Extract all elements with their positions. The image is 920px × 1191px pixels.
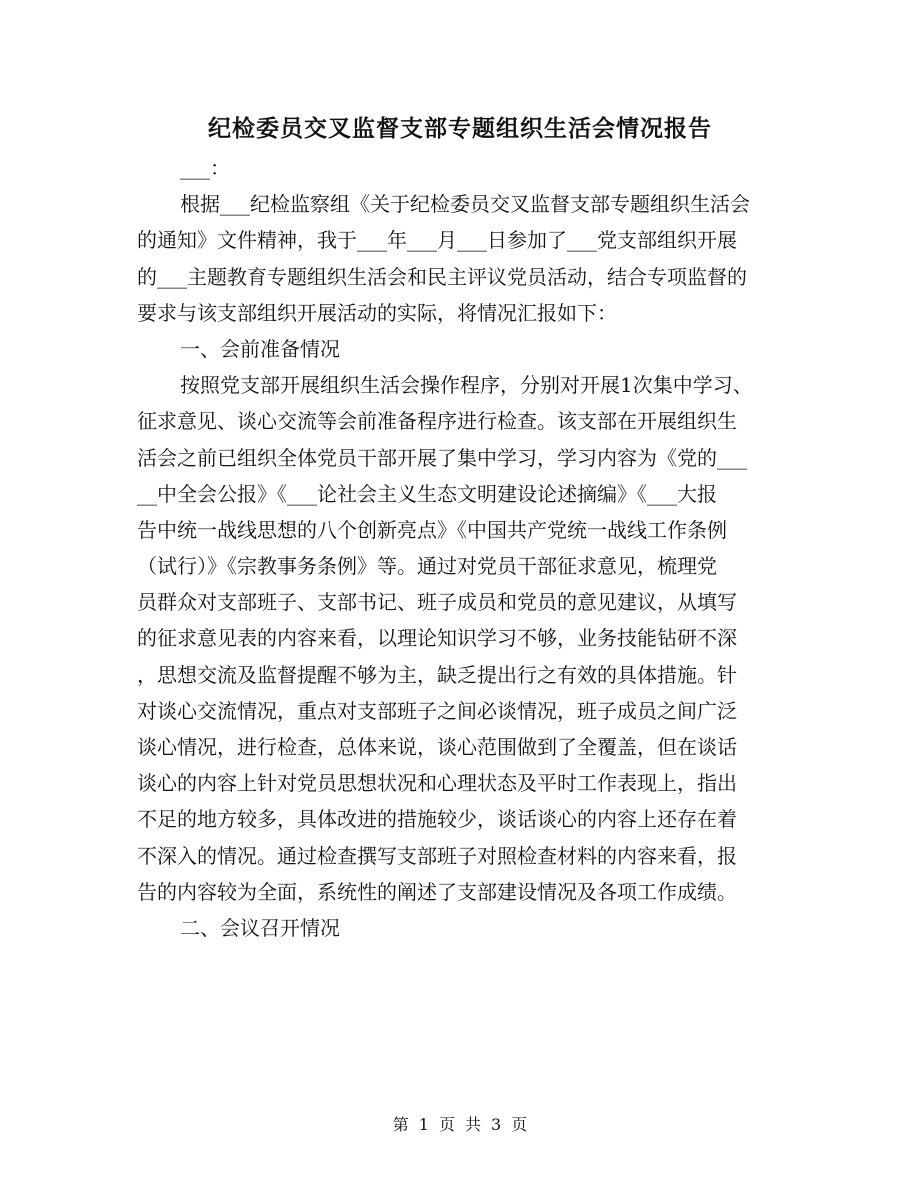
document-title: 纪检委员交叉监督支部专题组织生活会情况报告 bbox=[208, 116, 712, 142]
text-line: 按照党支部开展组织生活会操作程序，分别对开展1次集中学习、 bbox=[180, 373, 753, 398]
footer-current-page: 1 bbox=[418, 1115, 429, 1134]
text-line: 的征求意见表的内容来看，以理论知识学习不够，业务技能钻研不深 bbox=[137, 626, 737, 651]
footer-suffix: 页 bbox=[511, 1115, 528, 1134]
document-body bbox=[137, 150, 783, 946]
page-footer bbox=[0, 1112, 920, 1135]
text-line: 不足的地方较多，具体改进的措施较少，谈话谈心的内容上还存在着 bbox=[137, 807, 737, 832]
text-line: 对谈心交流情况，重点对支部班子之间必谈情况，班子成员之间广泛 bbox=[137, 698, 737, 723]
text-line: __中全会公报》《___论社会主义生态文明建设论述摘编》《___大报 bbox=[137, 481, 717, 506]
footer-total-word: 共 bbox=[465, 1115, 482, 1134]
text-line: 告的内容较为全面，系统性的阐述了支部建设情况及各项工作成绩。 bbox=[137, 879, 737, 904]
text-line: 征求意见、谈心交流等会前准备程序进行检查。该支部在开展组织生 bbox=[137, 409, 737, 434]
text-line: 一、会前准备情况 bbox=[180, 336, 340, 361]
text-line: 的___主题教育专题组织生活会和民主评议党员活动，结合专项监督的 bbox=[137, 264, 747, 289]
footer-total-pages: 3 bbox=[491, 1115, 502, 1134]
text-line: 二、会议召开情况 bbox=[180, 915, 340, 940]
text-line: 告中统一战线思想的八个创新亮点》《中国共产党统一战线工作条例 bbox=[137, 517, 727, 542]
text-line: ，思想交流及监督提醒不够为主，缺乏提出行之有效的具体措施。针 bbox=[137, 662, 737, 687]
text-line: 的通知》文件精神，我于___年___月___日参加了___党支部组织开展 bbox=[137, 228, 737, 253]
text-line: 谈心情况，进行检查，总体来说，谈心范围做到了全覆盖，但在谈话 bbox=[137, 735, 737, 759]
text-line: 员群众对支部班子、支部书记、班子成员和党员的意见建议，从填写 bbox=[137, 590, 737, 615]
text-line: 不深入的情况。通过检查撰写支部班子对照检查材料的内容来看，报 bbox=[137, 843, 737, 868]
footer-prefix: 第 bbox=[392, 1115, 409, 1134]
text-line: 谈心的内容上针对党员思想状况和心理状态及平时工作表现上，指出 bbox=[137, 771, 737, 796]
footer-page-word: 页 bbox=[438, 1115, 455, 1134]
text-line: 活会之前已组织全体党员干部开展了集中学习，学习内容为《党的___ bbox=[137, 445, 747, 470]
text-line: （试行）》《宗教事务条例》等。通过对党员干部征求意见，梳理党 bbox=[137, 554, 717, 579]
text-line: 根据___纪检监察组《关于纪检委员交叉监督支部专题组织生活会 bbox=[180, 192, 750, 217]
text-line: 要求与该支部组织开展活动的实际，将情况汇报如下： bbox=[137, 300, 617, 325]
text-line: ___： bbox=[180, 156, 230, 180]
